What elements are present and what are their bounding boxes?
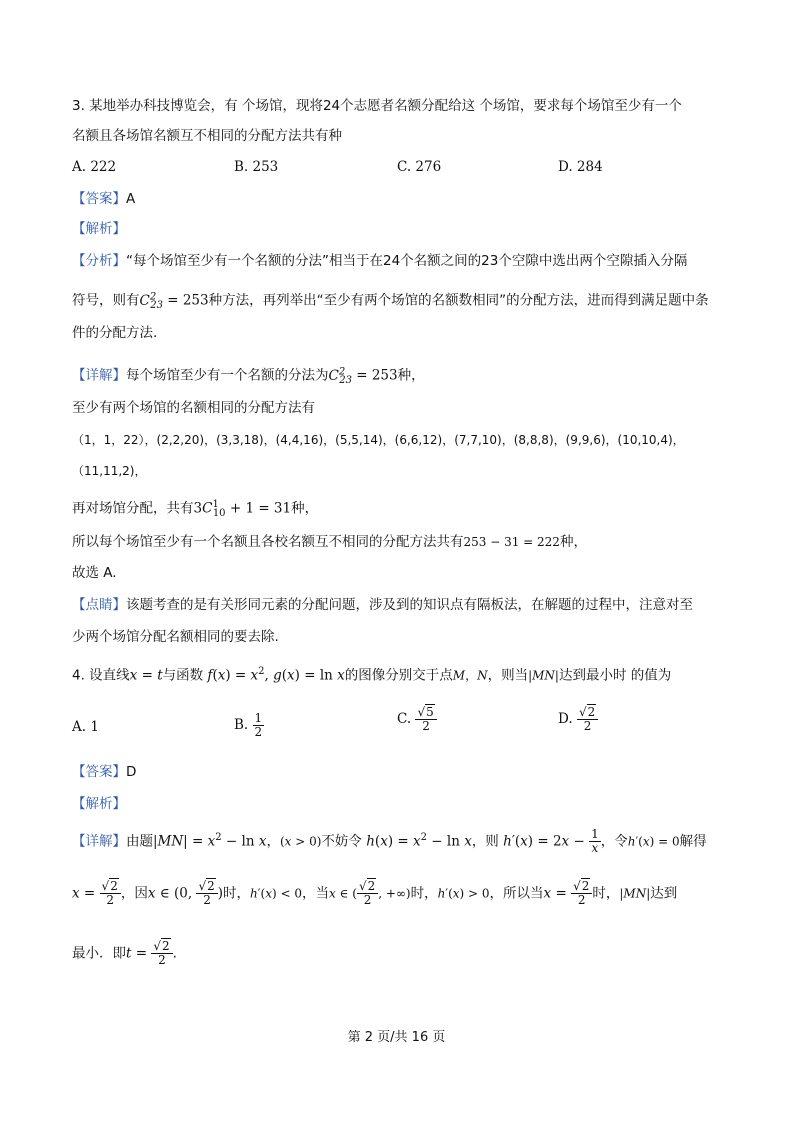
q4-detail-line1: 【详解】由题$|MN| = x^2 - \ln x$，(x > 0)不妨令 $h(x) = x^2 - \ln x$，则 h′(x) = 2x − $\frac{1}{x}$ ，令h′(x) = 0解得 xyxy=(72,827,707,856)
q4-option-a: A. 1 xyxy=(72,719,99,735)
q4-detail-line2: x = $\frac{√2}{2}$ ，因x ∈ (0, $\frac{√2}{2}$ )时，h′(x) < 0，当x ∈ ( $\frac{√2}{2}$ , +∞)时，h′(x) > 0，所以当x = $\frac{√2}{2}$ 时，|MN|达到 xyxy=(72,879,678,908)
q4-option-c: C. $\frac{√5}{2}$ xyxy=(397,706,437,733)
q4-stem: 4. 设直线x = t与函数 $f(x) = x^2$, g(x) = ln x的图像分别交于点M，N，则当|MN|达到最小时 的值为 xyxy=(72,666,672,684)
q3-answer xyxy=(72,189,135,209)
q3-comment-line1: 【点睛】该题考查的是有关形同元素的分配问题，涉及到的知识点有隔板法，在解题的过程中，注意对至 xyxy=(72,597,693,613)
q4-answer: 【答案】D xyxy=(72,764,137,780)
answer-tag: 【答案】 xyxy=(72,191,126,207)
q4-detail-line3: 最小．即t = $\frac{√2}{2}$ . xyxy=(72,939,177,968)
q3-option-b: B. 253 xyxy=(234,159,279,175)
q3-detail-line3: （1，1，22），(2,2,20)，(3,3,18)，(4,4,16)，(5,5,14)，(6,6,12)，(7,7,10)，(8,8,8)，(9,9,6)，(10,10,4)， xyxy=(72,433,685,447)
q3-stem-line1: 3. 某地举办科技博览会，有 个场馆，现将24个志愿者名额分配给这 个场馆，要求每个场馆至少有一个 xyxy=(72,98,682,114)
q3-detail-line4: （11,11,2)， xyxy=(72,464,147,478)
q3-detail-line1: 【详解】每个场馆至少有一个名额的分法为$C^2_{23} = 253$种， xyxy=(72,366,425,387)
q4-option-b: B. $\frac{1}{2}$ xyxy=(234,711,263,740)
q3-detail-line5: 再对场馆分配，共有$3C^1_{10} + 1 = 31$种， xyxy=(72,499,319,520)
q4-analysis-tag: 【解析】 xyxy=(72,796,126,812)
q3-comment-line2: 少两个场馆分配名额相同的要去除. xyxy=(72,629,279,645)
page-footer: 第 2 页/共 16 页 xyxy=(347,1030,446,1045)
q3-fenxi-line3: 件的分配方法. xyxy=(72,325,158,341)
q3-detail-line6: 所以每个场馆至少有一个名额且各校名额互不相同的分配方法共有253 − 31 = 222种， xyxy=(72,534,587,550)
combination-formula: $C^2_{23}$ xyxy=(139,291,163,312)
q3-detail-line7: 故选 A. xyxy=(72,565,117,581)
q3-option-a: A. 222 xyxy=(72,159,117,175)
q3-fenxi-line2: 符号，则有$C^2_{23} = 253$种方法，再列举出“至少有两个场馆的名额数相同”的分配方法，进而得到满足题中条 xyxy=(72,291,709,312)
answer-value: A xyxy=(126,191,136,207)
q3-analysis-tag: 【解析】 xyxy=(72,221,126,237)
q3-option-c: C. 276 xyxy=(397,159,442,175)
q3-detail-line2: 至少有两个场馆的名额相同的分配方法有 xyxy=(72,400,315,416)
q3-fenxi-line1: 【分析】“每个场馆至少有一个名额的分法”相当于在24个名额之间的23个空隙中选出两个空隙插入分隔 xyxy=(72,253,688,269)
q3-stem-line2: 名额且各场馆名额互不相同的分配方法共有种 xyxy=(72,128,342,144)
q4-option-d: D. $\frac{√2}{2}$ xyxy=(558,706,598,733)
q3-option-d: D. 284 xyxy=(558,159,603,175)
